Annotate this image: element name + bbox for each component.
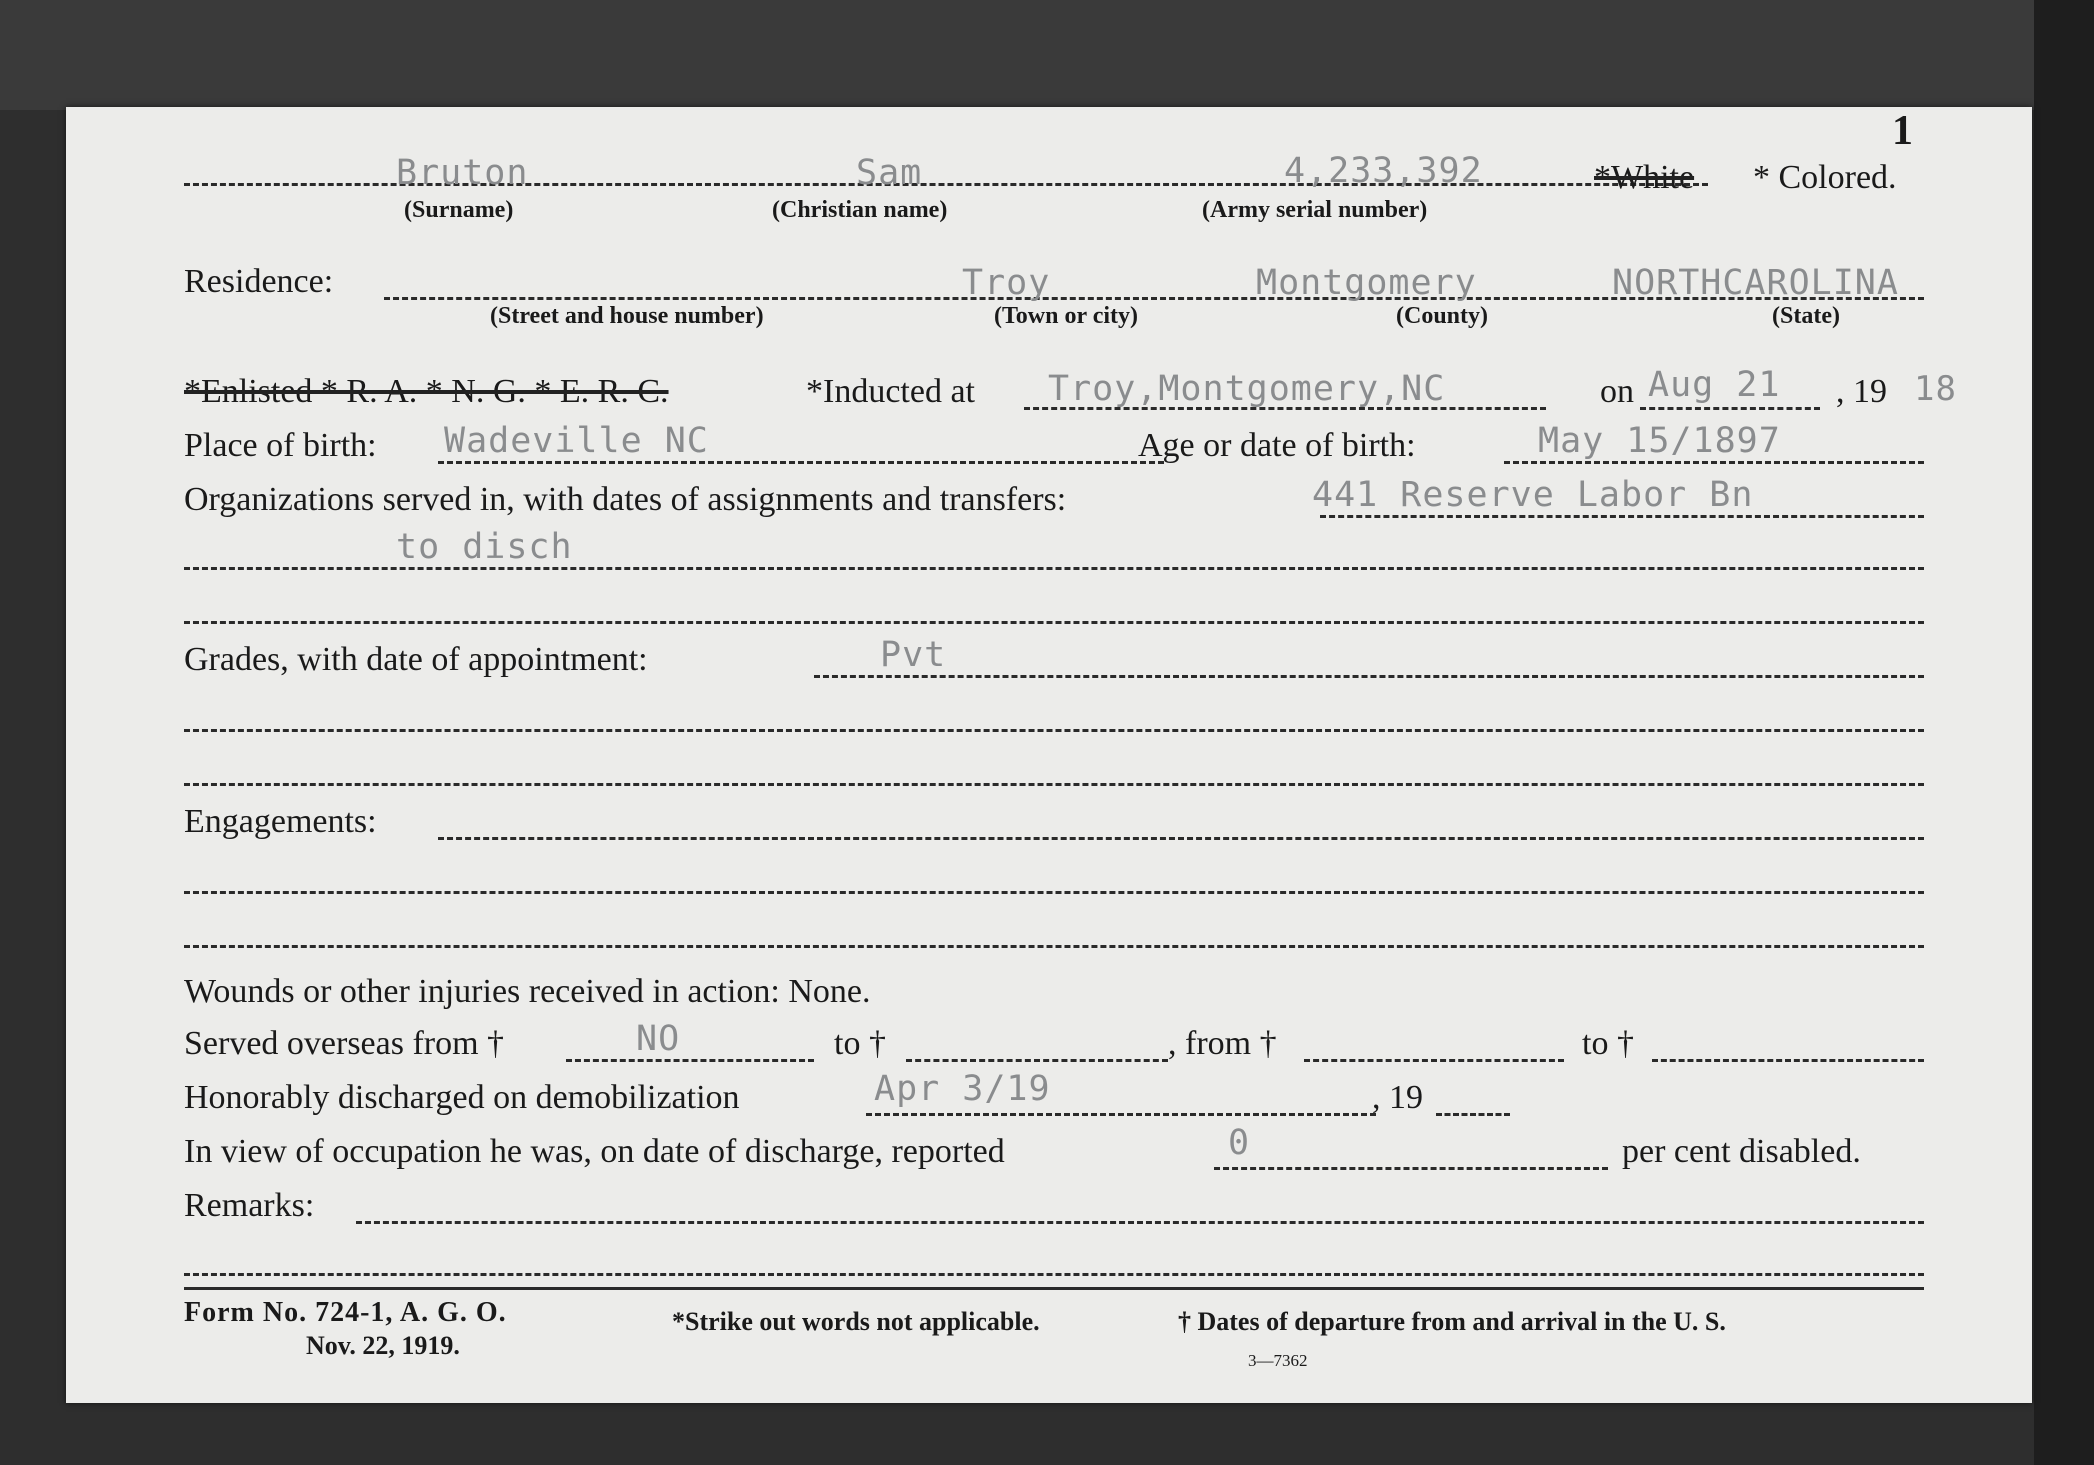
engagements-label: Engagements:: [184, 803, 377, 840]
town-label: (Town or city): [994, 303, 1138, 329]
county-label: (County): [1396, 303, 1489, 329]
engagements-line-3: [184, 945, 1924, 948]
serial-value: 4,233,392: [1284, 151, 1483, 191]
discharge-value: Apr 3/19: [874, 1069, 1051, 1109]
grades-line-3: [184, 783, 1924, 786]
footer-rule: [184, 1287, 1924, 1290]
on-label: on: [1600, 373, 1634, 410]
place-of-birth-line: [438, 461, 1164, 464]
organizations-value-2: to disch: [396, 527, 573, 567]
overseas-from-line: [566, 1059, 814, 1062]
surname-value: Bruton: [396, 153, 529, 193]
surname-label: (Surname): [404, 197, 514, 223]
residence-town-value: Troy: [962, 263, 1051, 303]
form-number: Form No. 724-1, A. G. O.: [184, 1297, 507, 1328]
overseas-to-label: to †: [834, 1025, 886, 1062]
residence-state-value: NORTHCAROLINA: [1612, 263, 1899, 303]
overseas-from2-line: [1304, 1059, 1564, 1062]
overseas-from-label: Served overseas from †: [184, 1025, 505, 1062]
discharge-year-label: , 19: [1372, 1079, 1423, 1116]
inducted-place-value: Troy,Montgomery,NC: [1048, 369, 1446, 409]
remarks-line-1: [356, 1221, 1924, 1224]
organizations-line-2: [184, 567, 1924, 570]
overseas-to2-label: to †: [1582, 1025, 1634, 1062]
disability-line: [1214, 1167, 1608, 1170]
enlisted-struck: *Enlisted * R. A. * N. G. * E. R. C.: [184, 373, 669, 410]
dates-note: † Dates of departure from and arrival in the U. S.: [1178, 1307, 1726, 1336]
discharge-label: Honorably discharged on demobilization: [184, 1079, 740, 1116]
grades-line-2: [184, 729, 1924, 732]
grades-value: Pvt: [880, 635, 947, 675]
race-white-struck: *White: [1594, 159, 1695, 196]
disability-value: 0: [1228, 1123, 1251, 1163]
inducted-year-value: 18: [1914, 369, 1957, 409]
form-date: Nov. 22, 1919.: [306, 1331, 460, 1360]
remarks-line-2: [184, 1273, 1924, 1276]
age-label: Age or date of birth:: [1138, 427, 1416, 464]
scan-edge: [2034, 0, 2094, 1465]
inducted-year-prefix: , 19: [1836, 373, 1887, 410]
disability-label: In view of occupation he was, on date of discharge, reported: [184, 1133, 1005, 1170]
engagements-line-2: [184, 891, 1924, 894]
place-of-birth-label: Place of birth:: [184, 427, 377, 464]
inducted-date-value: Aug 21: [1648, 365, 1781, 405]
organizations-value-1: 441 Reserve Labor Bn: [1312, 475, 1754, 515]
wounds-text: Wounds or other injuries received in action: None.: [184, 973, 871, 1010]
discharge-line: [866, 1113, 1376, 1116]
organizations-line-3: [184, 621, 1924, 624]
race-colored: * Colored.: [1753, 159, 1897, 196]
engagements-line-1: [438, 837, 1924, 840]
discharge-year-line: [1436, 1113, 1510, 1116]
print-code: 3—7362: [1248, 1351, 1308, 1370]
inducted-date-line: [1640, 407, 1820, 410]
overseas-to2-line: [1652, 1059, 1924, 1062]
street-label: (Street and house number): [490, 303, 764, 329]
scan-background: [0, 0, 2094, 110]
disability-suffix: per cent disabled.: [1622, 1133, 1861, 1170]
place-of-birth-value: Wadeville NC: [444, 421, 709, 461]
residence-label: Residence:: [184, 263, 334, 300]
christian-name-label: (Christian name): [772, 197, 948, 223]
state-label: (State): [1772, 303, 1840, 329]
organizations-line-1: [1320, 515, 1924, 518]
card-number: 1: [1892, 108, 1913, 154]
age-line: [1504, 461, 1924, 464]
serial-label: (Army serial number): [1202, 197, 1428, 223]
grades-line-1: [814, 675, 1924, 678]
organizations-label: Organizations served in, with dates of assignments and transfers:: [184, 481, 1067, 518]
remarks-label: Remarks:: [184, 1187, 315, 1224]
strike-note: *Strike out words not applicable.: [672, 1307, 1040, 1336]
inducted-label: *Inducted at: [806, 373, 975, 410]
overseas-from2-label: , from †: [1168, 1025, 1277, 1062]
service-record-card: [66, 107, 2032, 1403]
residence-county-value: Montgomery: [1256, 263, 1477, 303]
christian-name-value: Sam: [856, 153, 923, 193]
overseas-from-value: NO: [636, 1019, 681, 1059]
age-value: May 15/1897: [1538, 421, 1781, 461]
grades-label: Grades, with date of appointment:: [184, 641, 648, 678]
overseas-to-line: [906, 1059, 1168, 1062]
